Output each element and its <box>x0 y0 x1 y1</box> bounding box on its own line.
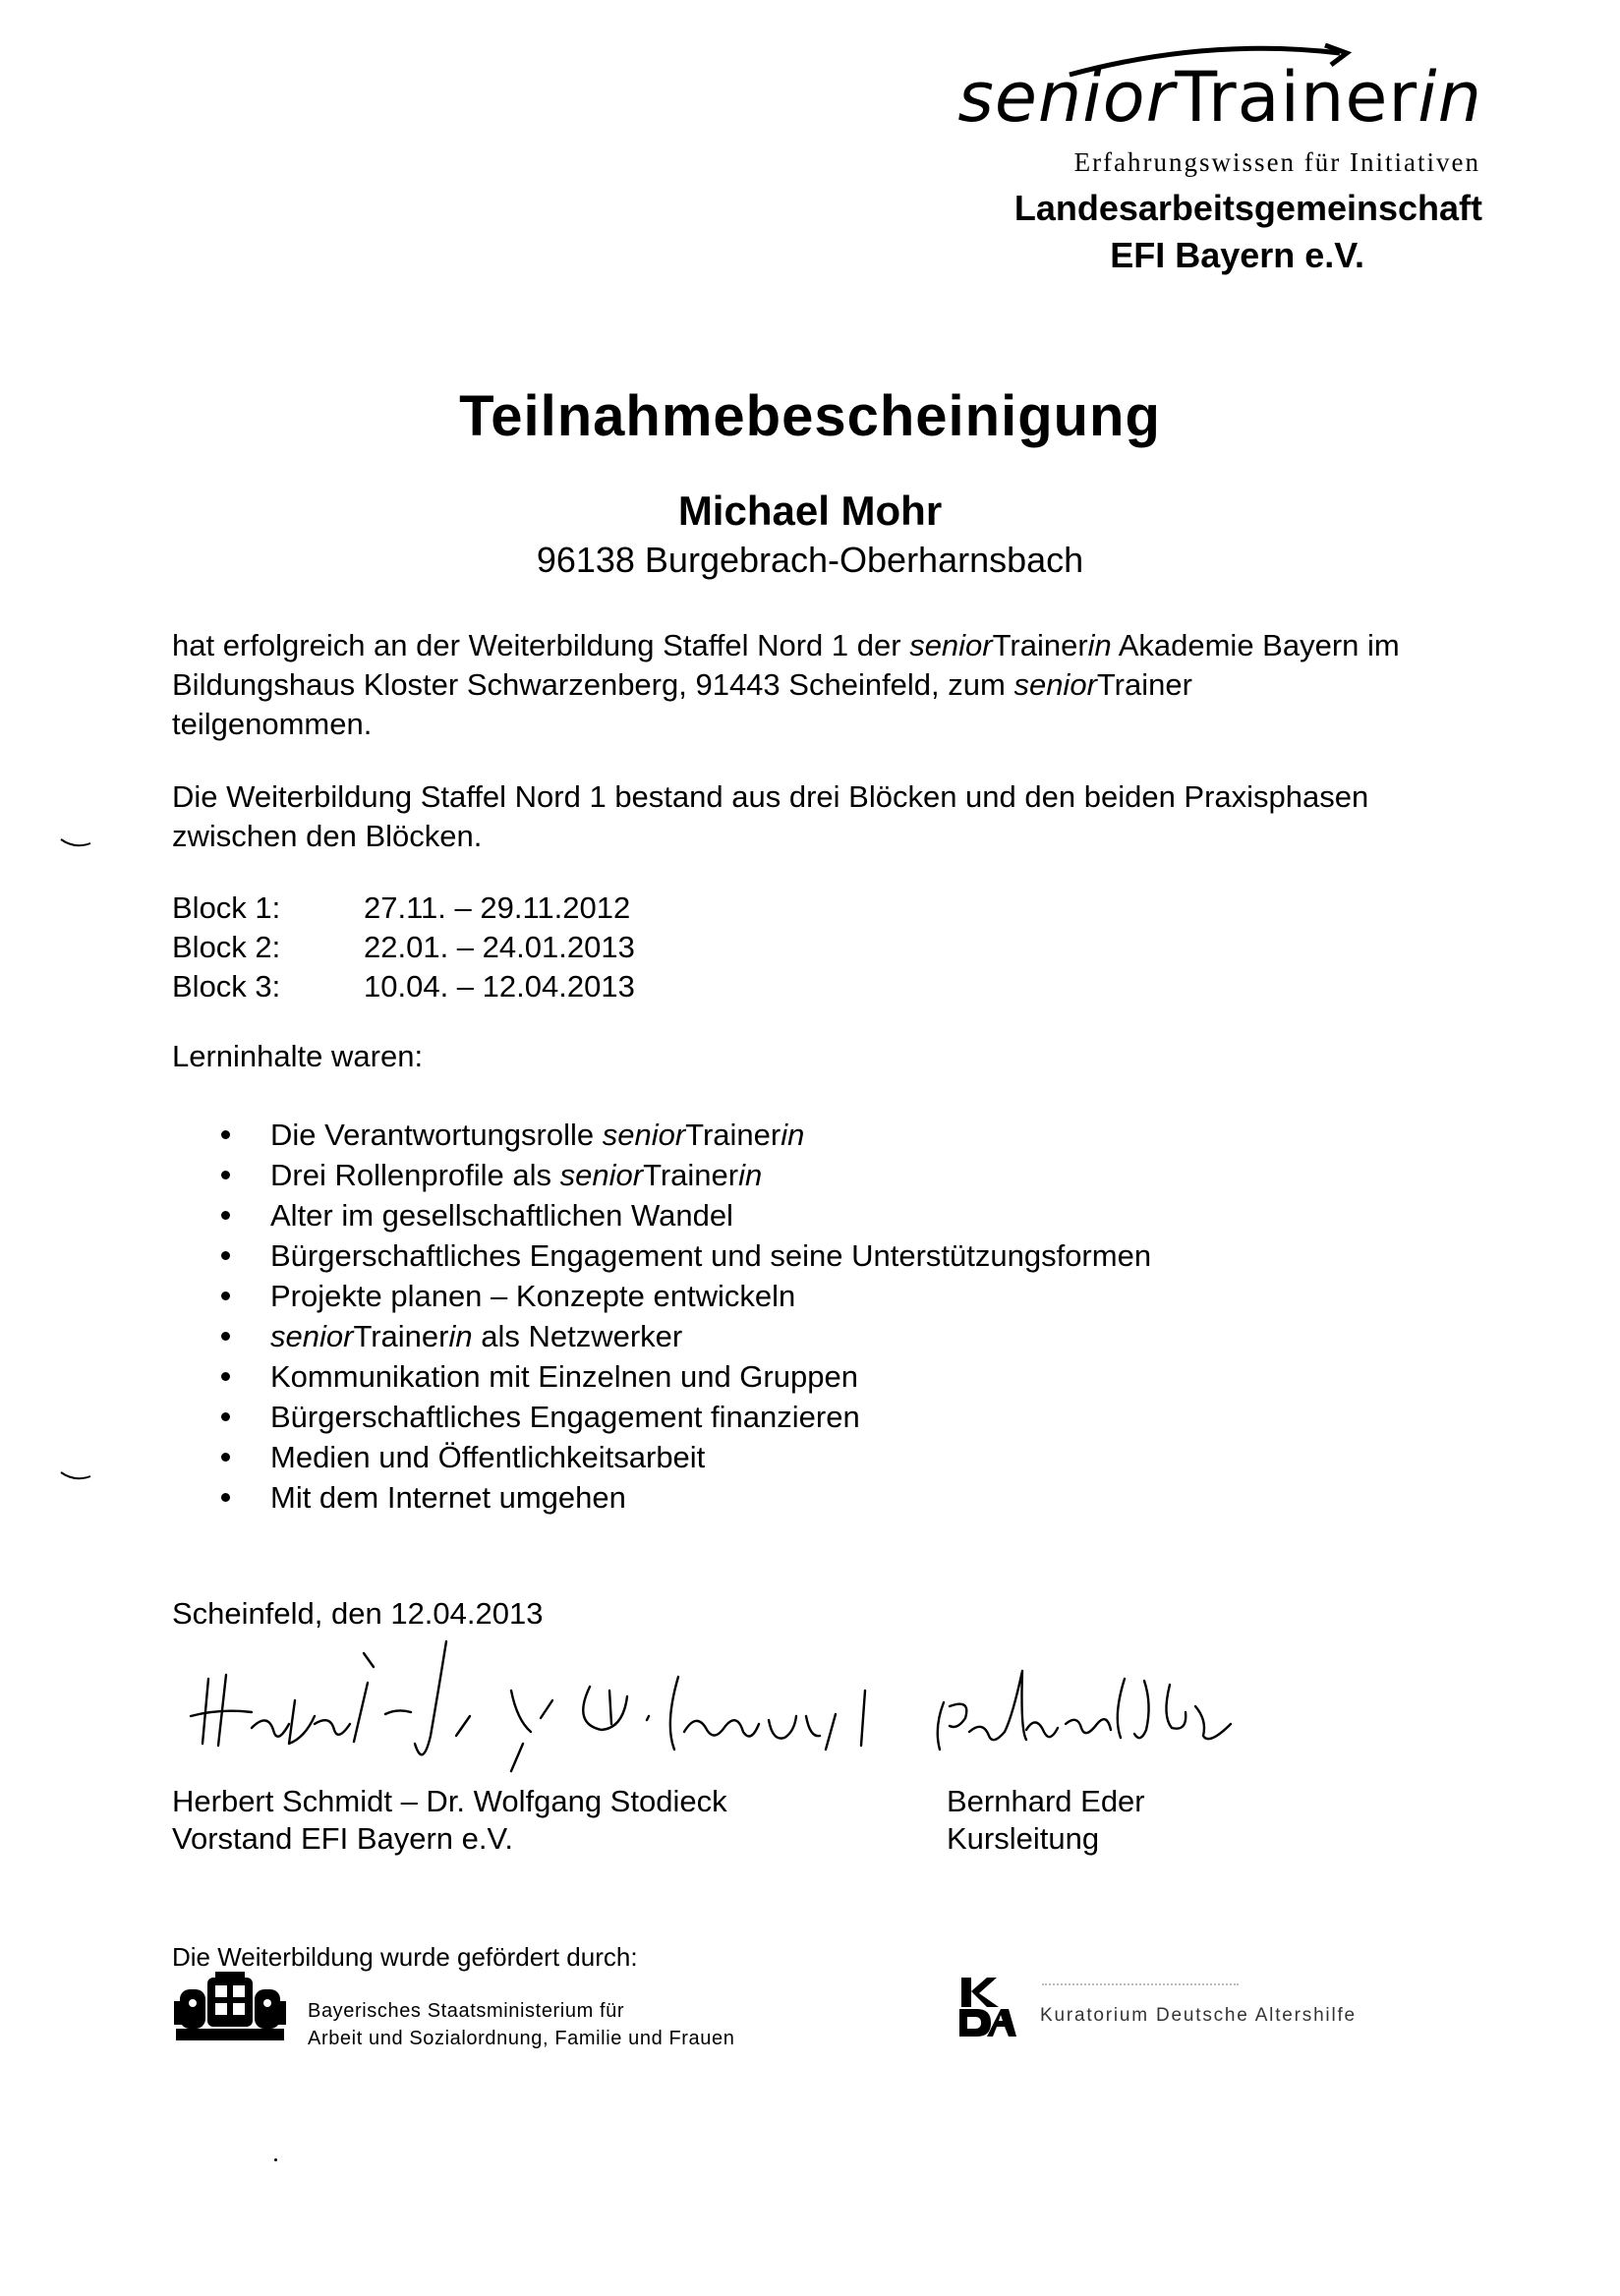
faint-scan-line <box>1042 1983 1239 1985</box>
topic-text: in <box>738 1158 763 1192</box>
structure-paragraph: Die Weiterbildung Staffel Nord 1 bestand aus drei Blöcken und den beiden Praxisphasen zwischen den Blöcken. <box>172 779 1369 853</box>
signatory-role: Kursleitung <box>947 1821 1100 1856</box>
topic-item <box>216 1115 1151 1155</box>
logo-wordmark <box>957 57 1482 138</box>
signatory-role: Vorstand EFI Bayern e.V. <box>172 1821 513 1856</box>
participation-paragraph <box>172 626 1489 744</box>
topic-list <box>216 1115 1151 1518</box>
organization-line-1: Landesarbeitsgemeinschaft <box>1013 188 1482 228</box>
block-row <box>172 928 635 967</box>
para-text: hat erfolgreich an der Weiterbildung Staffel Nord 1 der <box>172 628 910 662</box>
recipient-address: 96138 Burgebrach-Oberharnsbach <box>536 540 1084 580</box>
topic-text: Drei Rollenprofile als <box>270 1158 560 1192</box>
brand-trainer: Trainer <box>992 628 1088 662</box>
organization-name <box>932 185 1482 279</box>
signature-stodieck <box>511 1677 865 1771</box>
signatory-name: Bernhard Eder <box>947 1784 1145 1818</box>
logo-tagline: Erfahrungswissen für Initiativen <box>1073 147 1480 177</box>
topic-item <box>216 1316 1151 1356</box>
topic-item <box>216 1397 1151 1437</box>
block-label: Block 1: <box>172 890 281 925</box>
topic-text: Mit dem Internet umgehen <box>270 1480 626 1515</box>
logo-core: Trainer <box>1175 57 1418 138</box>
topic-text: in <box>448 1319 473 1353</box>
scan-speck <box>274 2158 277 2161</box>
block-dates: 27.11. – 29.11.2012 <box>364 890 631 925</box>
signature-eder <box>938 1671 1231 1750</box>
kda-name: Kuratorium Deutsche Altershilfe <box>1040 2005 1357 2026</box>
recipient-name: Michael Mohr <box>677 488 943 534</box>
logo-suffix: in <box>1418 57 1482 138</box>
content-heading: Lerninhalte waren: <box>172 1039 424 1073</box>
topic-item <box>216 1477 1151 1518</box>
para-text: teilgenommen. <box>172 707 373 741</box>
block-dates: 22.01. – 24.01.2013 <box>364 930 635 964</box>
ministry-line-2: Arbeit und Sozialordnung, Familie und Frauen <box>308 2028 735 2049</box>
scan-margin-mark <box>59 835 94 851</box>
topic-text: Alter im gesellschaftlichen Wandel <box>270 1198 733 1233</box>
topic-text: senior <box>602 1118 686 1152</box>
brand-in: in <box>1087 628 1112 662</box>
topic-text: Bürgerschaftliches Engagement und seine Unterstützungsformen <box>270 1238 1152 1273</box>
topic-text: Trainer <box>685 1118 781 1152</box>
signatories-board <box>172 1783 727 1858</box>
block-label: Block 3: <box>172 969 281 1004</box>
topic-text: Kommunikation mit Einzelnen und Gruppen <box>270 1359 858 1394</box>
para-text: Akademie Bayern im Bildungshaus Kloster Schwarzenberg, 91443 Scheinfeld, zum <box>172 628 1400 702</box>
signatory-names: Herbert Schmidt – Dr. Wolfgang Stodieck <box>172 1784 727 1818</box>
logo-prefix: senior <box>957 57 1176 138</box>
topic-item <box>216 1356 1151 1397</box>
block-label: Block 2: <box>172 930 281 964</box>
ministry-line-1: Bayerisches Staatsministerium für <box>308 2000 625 2022</box>
topic-text: Trainer <box>643 1158 739 1192</box>
signatory-course-lead <box>947 1783 1145 1858</box>
topic-item <box>216 1276 1151 1316</box>
bavarian-coat-of-arms-logo <box>172 1972 288 2042</box>
block-row <box>172 889 635 928</box>
topic-text: Bürgerschaftliches Engagement finanzieren <box>270 1400 860 1434</box>
topic-text: senior <box>559 1158 644 1192</box>
topic-text: in <box>781 1118 805 1152</box>
topic-text: Projekte planen – Konzepte entwickeln <box>270 1279 796 1313</box>
block-schedule <box>172 889 635 1006</box>
block-dates: 10.04. – 12.04.2013 <box>364 969 635 1004</box>
document-title: Teilnahmebescheinigung <box>459 384 1161 448</box>
brand-trainer: Trainer <box>1096 667 1192 702</box>
place-date: Scheinfeld, den 12.04.2013 <box>172 1596 544 1631</box>
funding-label: Die Weiterbildung wurde gefördert durch: <box>172 1942 638 1972</box>
topic-text: Medien und Öffentlichkeitsarbeit <box>270 1440 706 1474</box>
ministry-name <box>308 1997 734 2052</box>
topic-item <box>216 1437 1151 1477</box>
organization-line-2: EFI Bayern e.V. <box>1110 235 1364 275</box>
topic-item <box>216 1155 1151 1195</box>
seniortrainerin-logo <box>932 39 1482 275</box>
topic-text: Trainer <box>353 1319 449 1353</box>
signature-schmidt <box>191 1641 552 1754</box>
brand-senior: senior <box>1013 667 1097 702</box>
topic-text: senior <box>270 1319 354 1353</box>
topic-text: als Netzwerker <box>472 1319 683 1353</box>
topic-text: Die Verantwortungsrolle <box>270 1118 603 1152</box>
scan-margin-mark <box>59 1468 94 1484</box>
block-row <box>172 967 635 1006</box>
handwritten-signatures <box>157 1622 1475 1789</box>
topic-item <box>216 1195 1151 1235</box>
kda-logo <box>957 1976 1016 2040</box>
brand-senior: senior <box>909 628 993 662</box>
topic-item <box>216 1235 1151 1276</box>
